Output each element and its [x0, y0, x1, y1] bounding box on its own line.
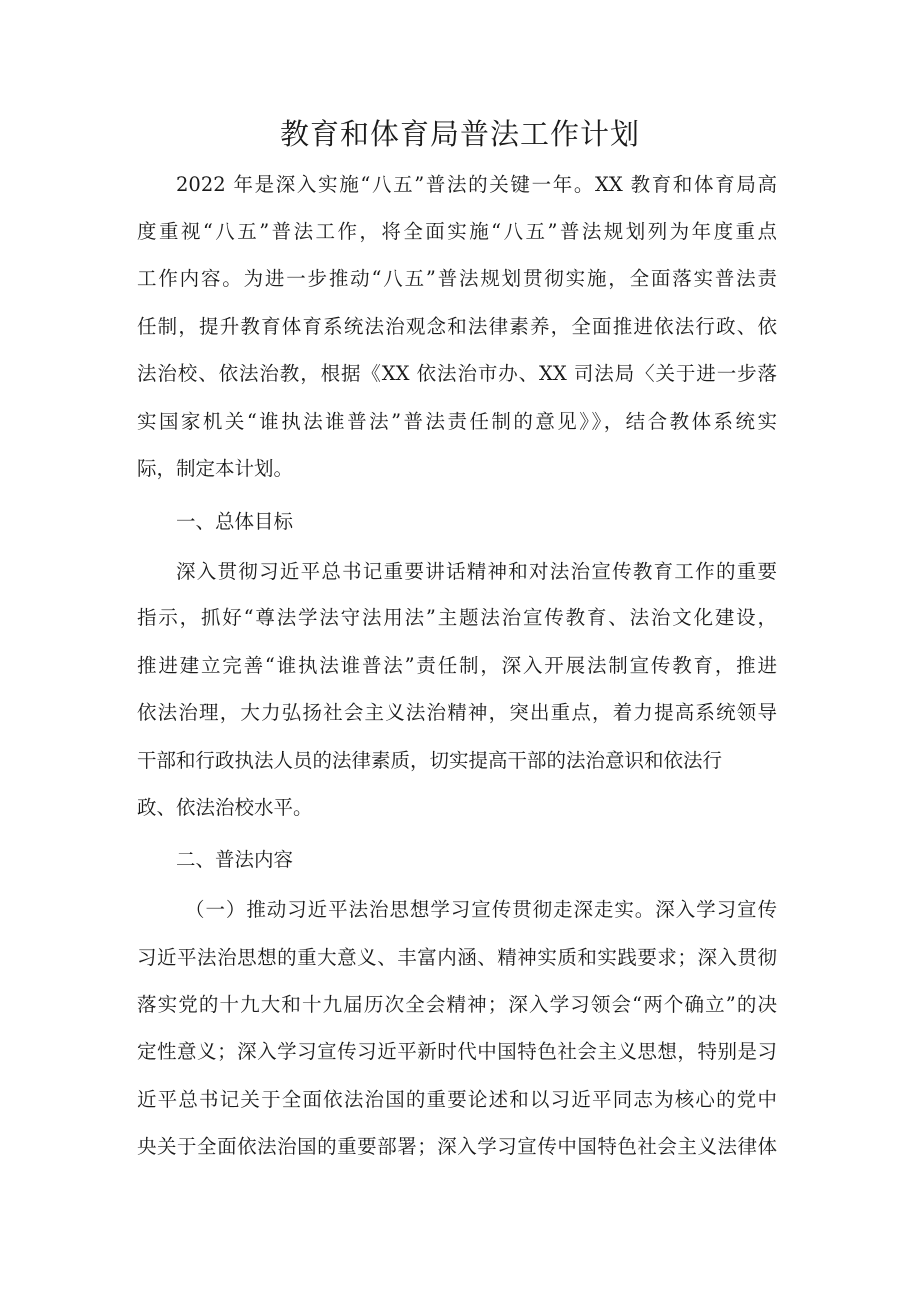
section1-line: 指示，抓好“尊法学法守法用法”主题法治宣传教育、法治文化建设，: [137, 606, 777, 629]
section-heading-goals: 一、总体目标: [176, 510, 294, 533]
intro-line: 度重视“八五”普法工作，将全面实施“八五”普法规划列为年度重点: [137, 220, 777, 243]
intro-line: 工作内容。为进一步推动“八五”普法规划贯彻实施，全面落实普法责: [137, 267, 777, 290]
section2-line: 定性意义；深入学习宣传习近平新时代中国特色社会主义思想，特别是习: [137, 1040, 777, 1063]
intro-line: 法治校、依法治教，根据《XX 依法治市办、XX 司法局〈关于进一步落: [137, 362, 777, 385]
section-heading-content: 二、普法内容: [176, 848, 294, 871]
section2-line: （一）推动习近平法治思想学习宣传贯彻走深走实。深入学习宣传: [185, 898, 777, 921]
intro-line: 际，制定本计划。: [137, 457, 294, 480]
section1-line: 推进建立完善“谁执法谁普法”责任制，深入开展法制宣传教育，推进: [137, 654, 777, 677]
section1-line: 干部和行政执法人员的法律素质，切实提高干部的法治意识和依法行: [137, 749, 723, 772]
section1-line: 政、依法治校水平。: [137, 796, 313, 819]
section2-line: 央关于全面依法治国的重要部署；深入学习宣传中国特色社会主义法律体: [137, 1135, 777, 1158]
section1-line: 深入贯彻习近平总书记重要讲话精神和对法治宣传教育工作的重要: [176, 560, 777, 583]
section2-line: 习近平法治思想的重大意义、丰富内涵、精神实质和实践要求；深入贯彻: [137, 946, 777, 969]
intro-line: 2022 年是深入实施“八五”普法的关键一年。XX 教育和体育局高: [176, 173, 777, 196]
section1-line: 依法治理，大力弘扬社会主义法治精神，突出重点，着力提高系统领导: [137, 701, 777, 724]
document-title: 教育和体育局普法工作计划: [279, 117, 640, 151]
section2-line: 近平总书记关于全面依法治国的重要论述和以习近平同志为核心的党中: [137, 1088, 777, 1111]
intro-line: 实国家机关“谁执法谁普法”普法责任制的意见》》，结合教体系统实: [137, 410, 777, 433]
intro-line: 任制，提升教育体育系统法治观念和法律素养，全面推进依法行政、依: [137, 315, 777, 338]
section2-line: 落实党的十九大和十九届历次全会精神；深入学习领会“两个确立”的决: [137, 993, 777, 1016]
